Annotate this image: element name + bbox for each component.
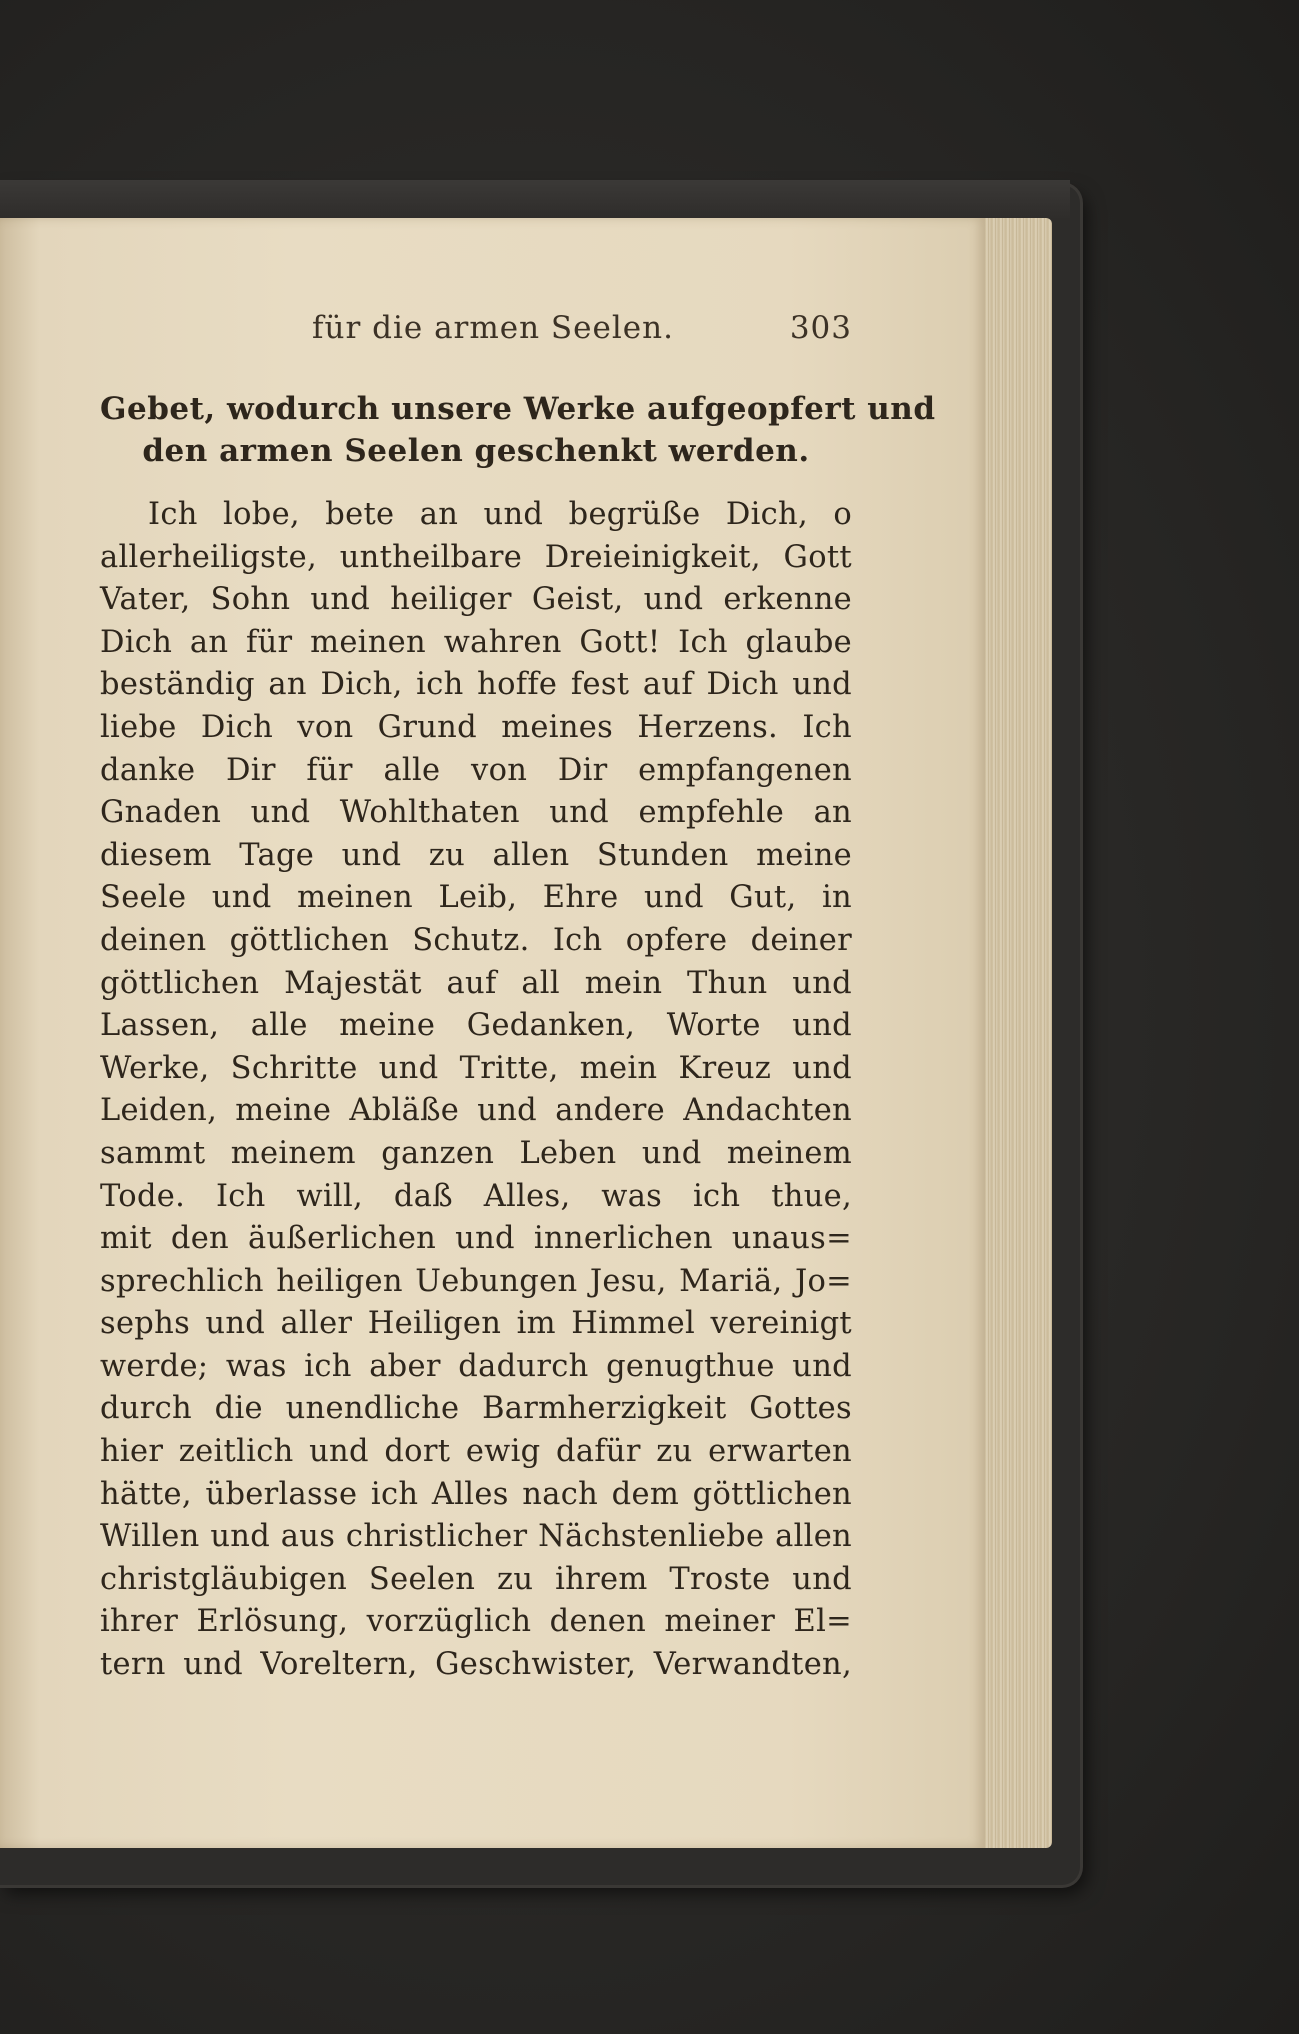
text-line: sammt meinem ganzen Leben und meinem: [100, 1135, 852, 1171]
text-line: tern und Voreltern, Geschwister, Verwandten,: [100, 1647, 852, 1683]
heading-line: den armen Seelen geschenkt werden.: [142, 433, 810, 469]
text-line: durch die unendliche Barmherzigkeit Gottes: [100, 1391, 852, 1427]
text-line: sephs und aller Heiligen im Himmel vereinigt: [100, 1306, 852, 1342]
text-line: Gnaden und Wohlthaten und empfehle an: [100, 795, 852, 831]
text-line: Seele und meinen Leib, Ehre und Gut, in: [100, 880, 852, 916]
text-line: sprechlich heiligen Uebungen Jesu, Mariä, Jo=: [100, 1263, 852, 1299]
prayer-text: [100, 494, 852, 1687]
text-line: diesem Tage und zu allen Stunden meine: [100, 837, 852, 873]
text-line: mit den äußerlichen und innerlichen unaus=: [100, 1221, 852, 1257]
text-line: Leiden, meine Abläße und andere Andachten: [100, 1093, 852, 1129]
text-line: Tode. Ich will, daß Alles, was ich thue,: [100, 1178, 852, 1214]
text-line: beständig an Dich, ich hoffe fest auf Dich und: [100, 667, 852, 703]
running-head: für die armen Seelen.: [312, 310, 674, 346]
text-line: hier zeitlich und dort ewig dafür zu erwarten: [100, 1434, 852, 1470]
book-top-edge: [0, 180, 1070, 220]
text-line: Vater, Sohn und heiliger Geist, und erkenne: [100, 582, 852, 618]
prayer-heading: [100, 388, 936, 472]
text-line: christgläubigen Seelen zu ihrem Troste und: [100, 1561, 852, 1597]
text-line: liebe Dich von Grund meines Herzens. Ich: [100, 709, 852, 745]
heading-line: Gebet, wodurch unsere Werke aufgeopfert und: [100, 391, 936, 427]
text-line: Willen und aus christlicher Nächstenliebe allen: [100, 1519, 852, 1555]
text-line: göttlichen Majestät auf all mein Thun und: [100, 965, 852, 1001]
text-line: Werke, Schritte und Tritte, mein Kreuz und: [100, 1050, 852, 1086]
text-line: hätte, überlasse ich Alles nach dem göttlichen: [100, 1476, 852, 1512]
text-line: ihrer Erlösung, vorzüglich denen meiner El=: [100, 1604, 852, 1640]
page-header: [312, 310, 852, 360]
text-line: Ich lobe, bete an und begrüße Dich, o: [148, 497, 852, 532]
text-line: danke Dir für alle von Dir empfangenen: [100, 752, 852, 788]
text-line: deinen göttlichen Schutz. Ich opfere deiner: [100, 922, 852, 958]
text-line: Dich an für meinen wahren Gott! Ich glaube: [100, 624, 852, 660]
text-line: allerheiligste, untheilbare Dreieinigkeit, Gott: [100, 539, 852, 575]
page-number: 303: [789, 310, 852, 346]
book-page: [0, 218, 985, 1848]
page-content: [100, 388, 936, 1687]
text-line: werde; was ich aber dadurch genugthue und: [100, 1348, 852, 1384]
text-line: Lassen, alle meine Gedanken, Worte und: [100, 1008, 852, 1044]
